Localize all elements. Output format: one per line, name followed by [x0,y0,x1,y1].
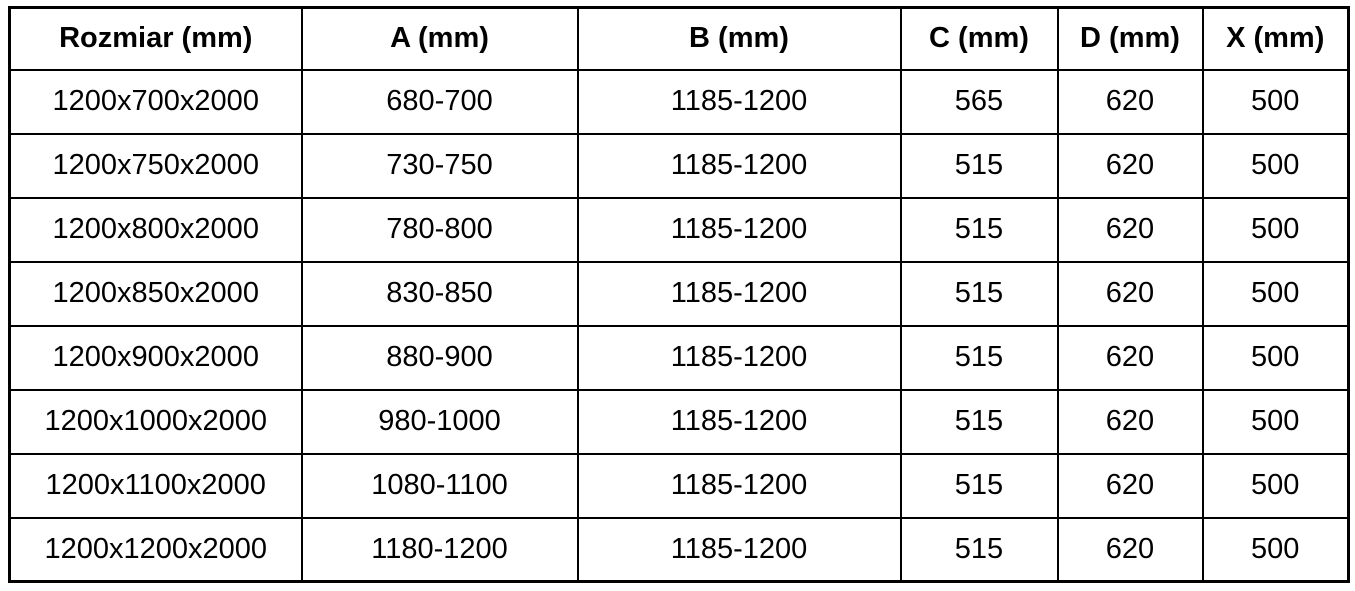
table-row [10,134,1349,198]
table-cell-x: 500 [1203,454,1349,518]
table-row [10,518,1349,582]
table-cell-a: 830-850 [302,262,578,326]
table-cell-rozmiar: 1200x1200x2000 [10,518,302,582]
table-cell-rozmiar: 1200x900x2000 [10,326,302,390]
table-cell-b: 1185-1200 [578,70,901,134]
table-cell-d: 620 [1058,134,1203,198]
table-cell-c: 515 [901,198,1058,262]
table-body [10,70,1349,582]
table-cell-b: 1185-1200 [578,134,901,198]
table-cell-a: 1180-1200 [302,518,578,582]
table-cell-c: 515 [901,390,1058,454]
table-cell-d: 620 [1058,390,1203,454]
column-header-a: A (mm) [302,8,578,70]
table-cell-x: 500 [1203,70,1349,134]
table-cell-x: 500 [1203,390,1349,454]
table-cell-b: 1185-1200 [578,390,901,454]
table-cell-a: 780-800 [302,198,578,262]
table-row [10,70,1349,134]
table-cell-b: 1185-1200 [578,198,901,262]
table-cell-rozmiar: 1200x850x2000 [10,262,302,326]
table-row [10,198,1349,262]
table-cell-rozmiar: 1200x1000x2000 [10,390,302,454]
table-row [10,262,1349,326]
column-header-rozmiar: Rozmiar (mm) [10,8,302,70]
table-cell-x: 500 [1203,326,1349,390]
table-cell-x: 500 [1203,262,1349,326]
table-cell-d: 620 [1058,518,1203,582]
table-cell-rozmiar: 1200x700x2000 [10,70,302,134]
column-header-d: D (mm) [1058,8,1203,70]
table-cell-a: 1080-1100 [302,454,578,518]
column-header-x: X (mm) [1203,8,1349,70]
table-cell-b: 1185-1200 [578,326,901,390]
table-cell-c: 515 [901,134,1058,198]
table-cell-d: 620 [1058,198,1203,262]
table-cell-a: 730-750 [302,134,578,198]
table-cell-x: 500 [1203,518,1349,582]
table-header-row [10,8,1349,70]
size-spec-table [8,6,1350,583]
table-cell-a: 980-1000 [302,390,578,454]
table-cell-rozmiar: 1200x1100x2000 [10,454,302,518]
table-cell-d: 620 [1058,326,1203,390]
table-cell-d: 620 [1058,454,1203,518]
table-cell-rozmiar: 1200x750x2000 [10,134,302,198]
table-cell-b: 1185-1200 [578,454,901,518]
table-cell-x: 500 [1203,198,1349,262]
table-row [10,390,1349,454]
table-cell-a: 680-700 [302,70,578,134]
table-cell-c: 515 [901,262,1058,326]
table-cell-b: 1185-1200 [578,518,901,582]
column-header-c: C (mm) [901,8,1058,70]
table-cell-c: 565 [901,70,1058,134]
column-header-b: B (mm) [578,8,901,70]
table-cell-c: 515 [901,518,1058,582]
table-cell-x: 500 [1203,134,1349,198]
table-cell-a: 880-900 [302,326,578,390]
table-row [10,454,1349,518]
size-spec-table-container [8,6,1350,583]
table-cell-c: 515 [901,454,1058,518]
table-cell-rozmiar: 1200x800x2000 [10,198,302,262]
table-cell-d: 620 [1058,70,1203,134]
table-cell-d: 620 [1058,262,1203,326]
table-cell-b: 1185-1200 [578,262,901,326]
table-row [10,326,1349,390]
table-cell-c: 515 [901,326,1058,390]
